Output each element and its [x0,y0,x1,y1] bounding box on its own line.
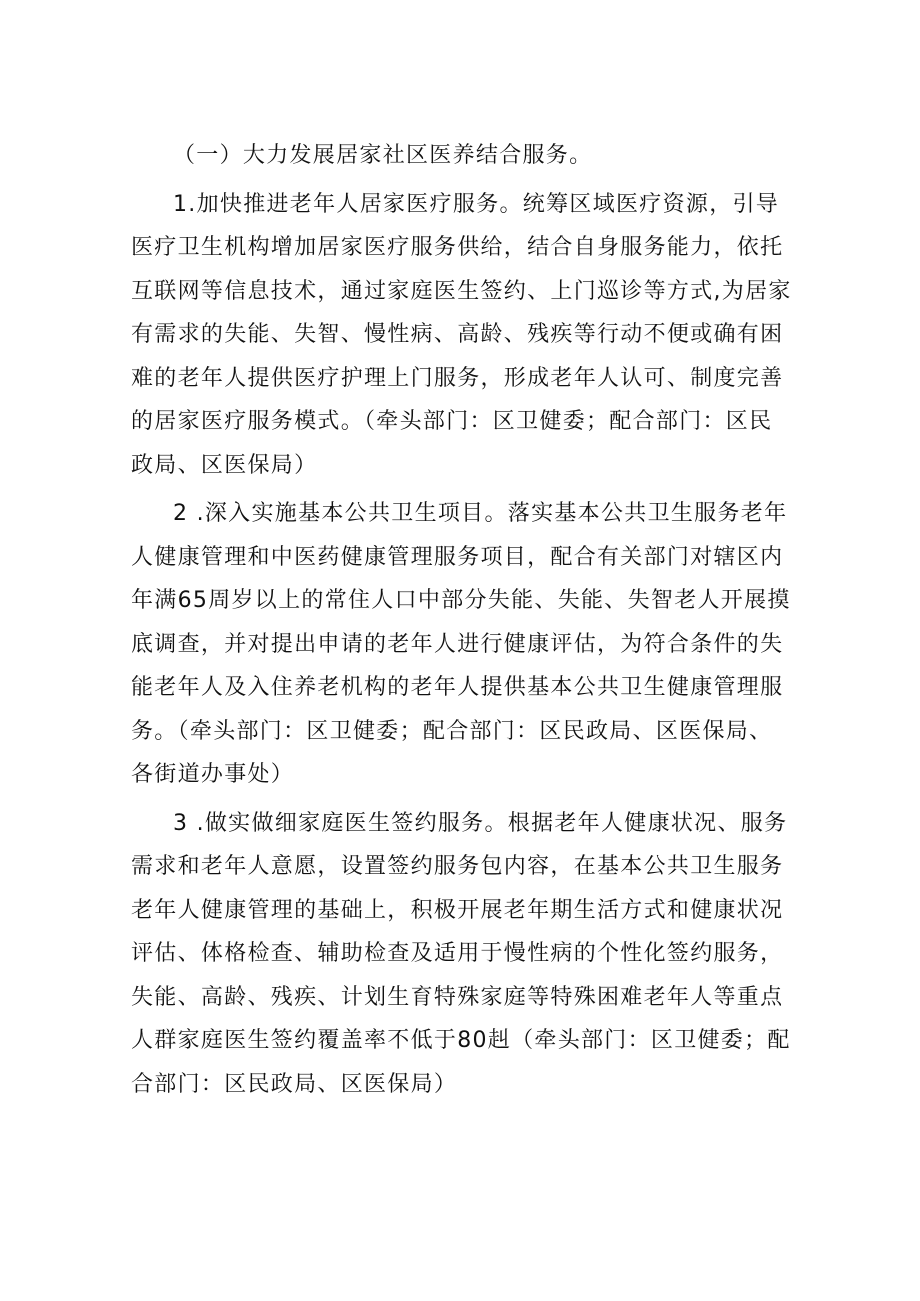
paragraph-line: 年满65周岁以上的常住人口中部分失能、失能、失智老人开展摸 [131,588,791,613]
paragraph-line: 评估、体格检查、辅助检查及适用于慢性病的个性化签约服务， [131,941,784,966]
paragraph-line: 各街道办事处） [131,762,295,787]
paragraph-line: 务。（牵头部门：区卫健委；配合部门：区民政局、区医保局、 [131,718,773,744]
paragraph-line: 互联网等信息技术，通过家庭医生签约、上门巡诊等方式,为居家 [131,278,792,304]
paragraph-public-health-project [131,492,791,797]
paragraph-line: 政局、区医保局） [131,452,318,478]
paragraph-line: 医疗卫生机构增加居家医疗服务供给，结合自身服务能力，依托 [131,235,784,260]
paragraph-line: 合部门：区民政局、区医保局） [131,1071,458,1097]
paragraph-home-medical-service [131,183,791,488]
paragraph-line: 的居家医疗服务模式。（牵头部门：区卫健委；配合部门：区民 [131,409,773,434]
paragraph-line: 3 .做实做细家庭医生签约服务。根据老年人健康状况、服务 [173,810,788,836]
paragraph-line: 人群家庭医生签约覆盖率不低于80赳（牵头部门：区卫健委；配 [131,1028,791,1053]
paragraph-line: 老年人健康管理的基础上，积极开展老年期生活方式和健康状况 [131,897,784,923]
paragraph-line: 2 .深入实施基本公共卫生项目。落实基本公共卫生服务老年 [173,501,788,526]
paragraph-line: 有需求的失能、失智、慢性病、高龄、残疾等行动不便或确有困 [131,322,784,347]
paragraph-line: 失能、高龄、残疾、计划生育特殊家庭等特殊困难老年人等重点 [131,984,784,1010]
document-body [131,134,791,1106]
section-heading: （一）大力发展居家社区医养结合服务。 [173,143,593,168]
paragraph-family-doctor-service [131,802,791,1107]
paragraph-line: 底调查，并对提出申请的老年人进行健康评估，为符合条件的失 [131,631,784,657]
paragraph-line: 1.加快推进老年人居家医疗服务。统筹区域医疗资源，引导 [173,191,780,217]
paragraph-line: 能老年人及入住养老机构的老年人提供基本公共卫生健康管理服 [131,675,784,700]
paragraph-line: 难的老年人提供医疗护理上门服务，形成老年人认可、制度完善 [131,365,784,391]
paragraph-line: 需求和老年人意愿，设置签约服务包内容，在基本公共卫生服务 [131,854,784,879]
paragraph-line: 人健康管理和中医药健康管理服务项目，配合有关部门对辖区内 [131,544,784,570]
